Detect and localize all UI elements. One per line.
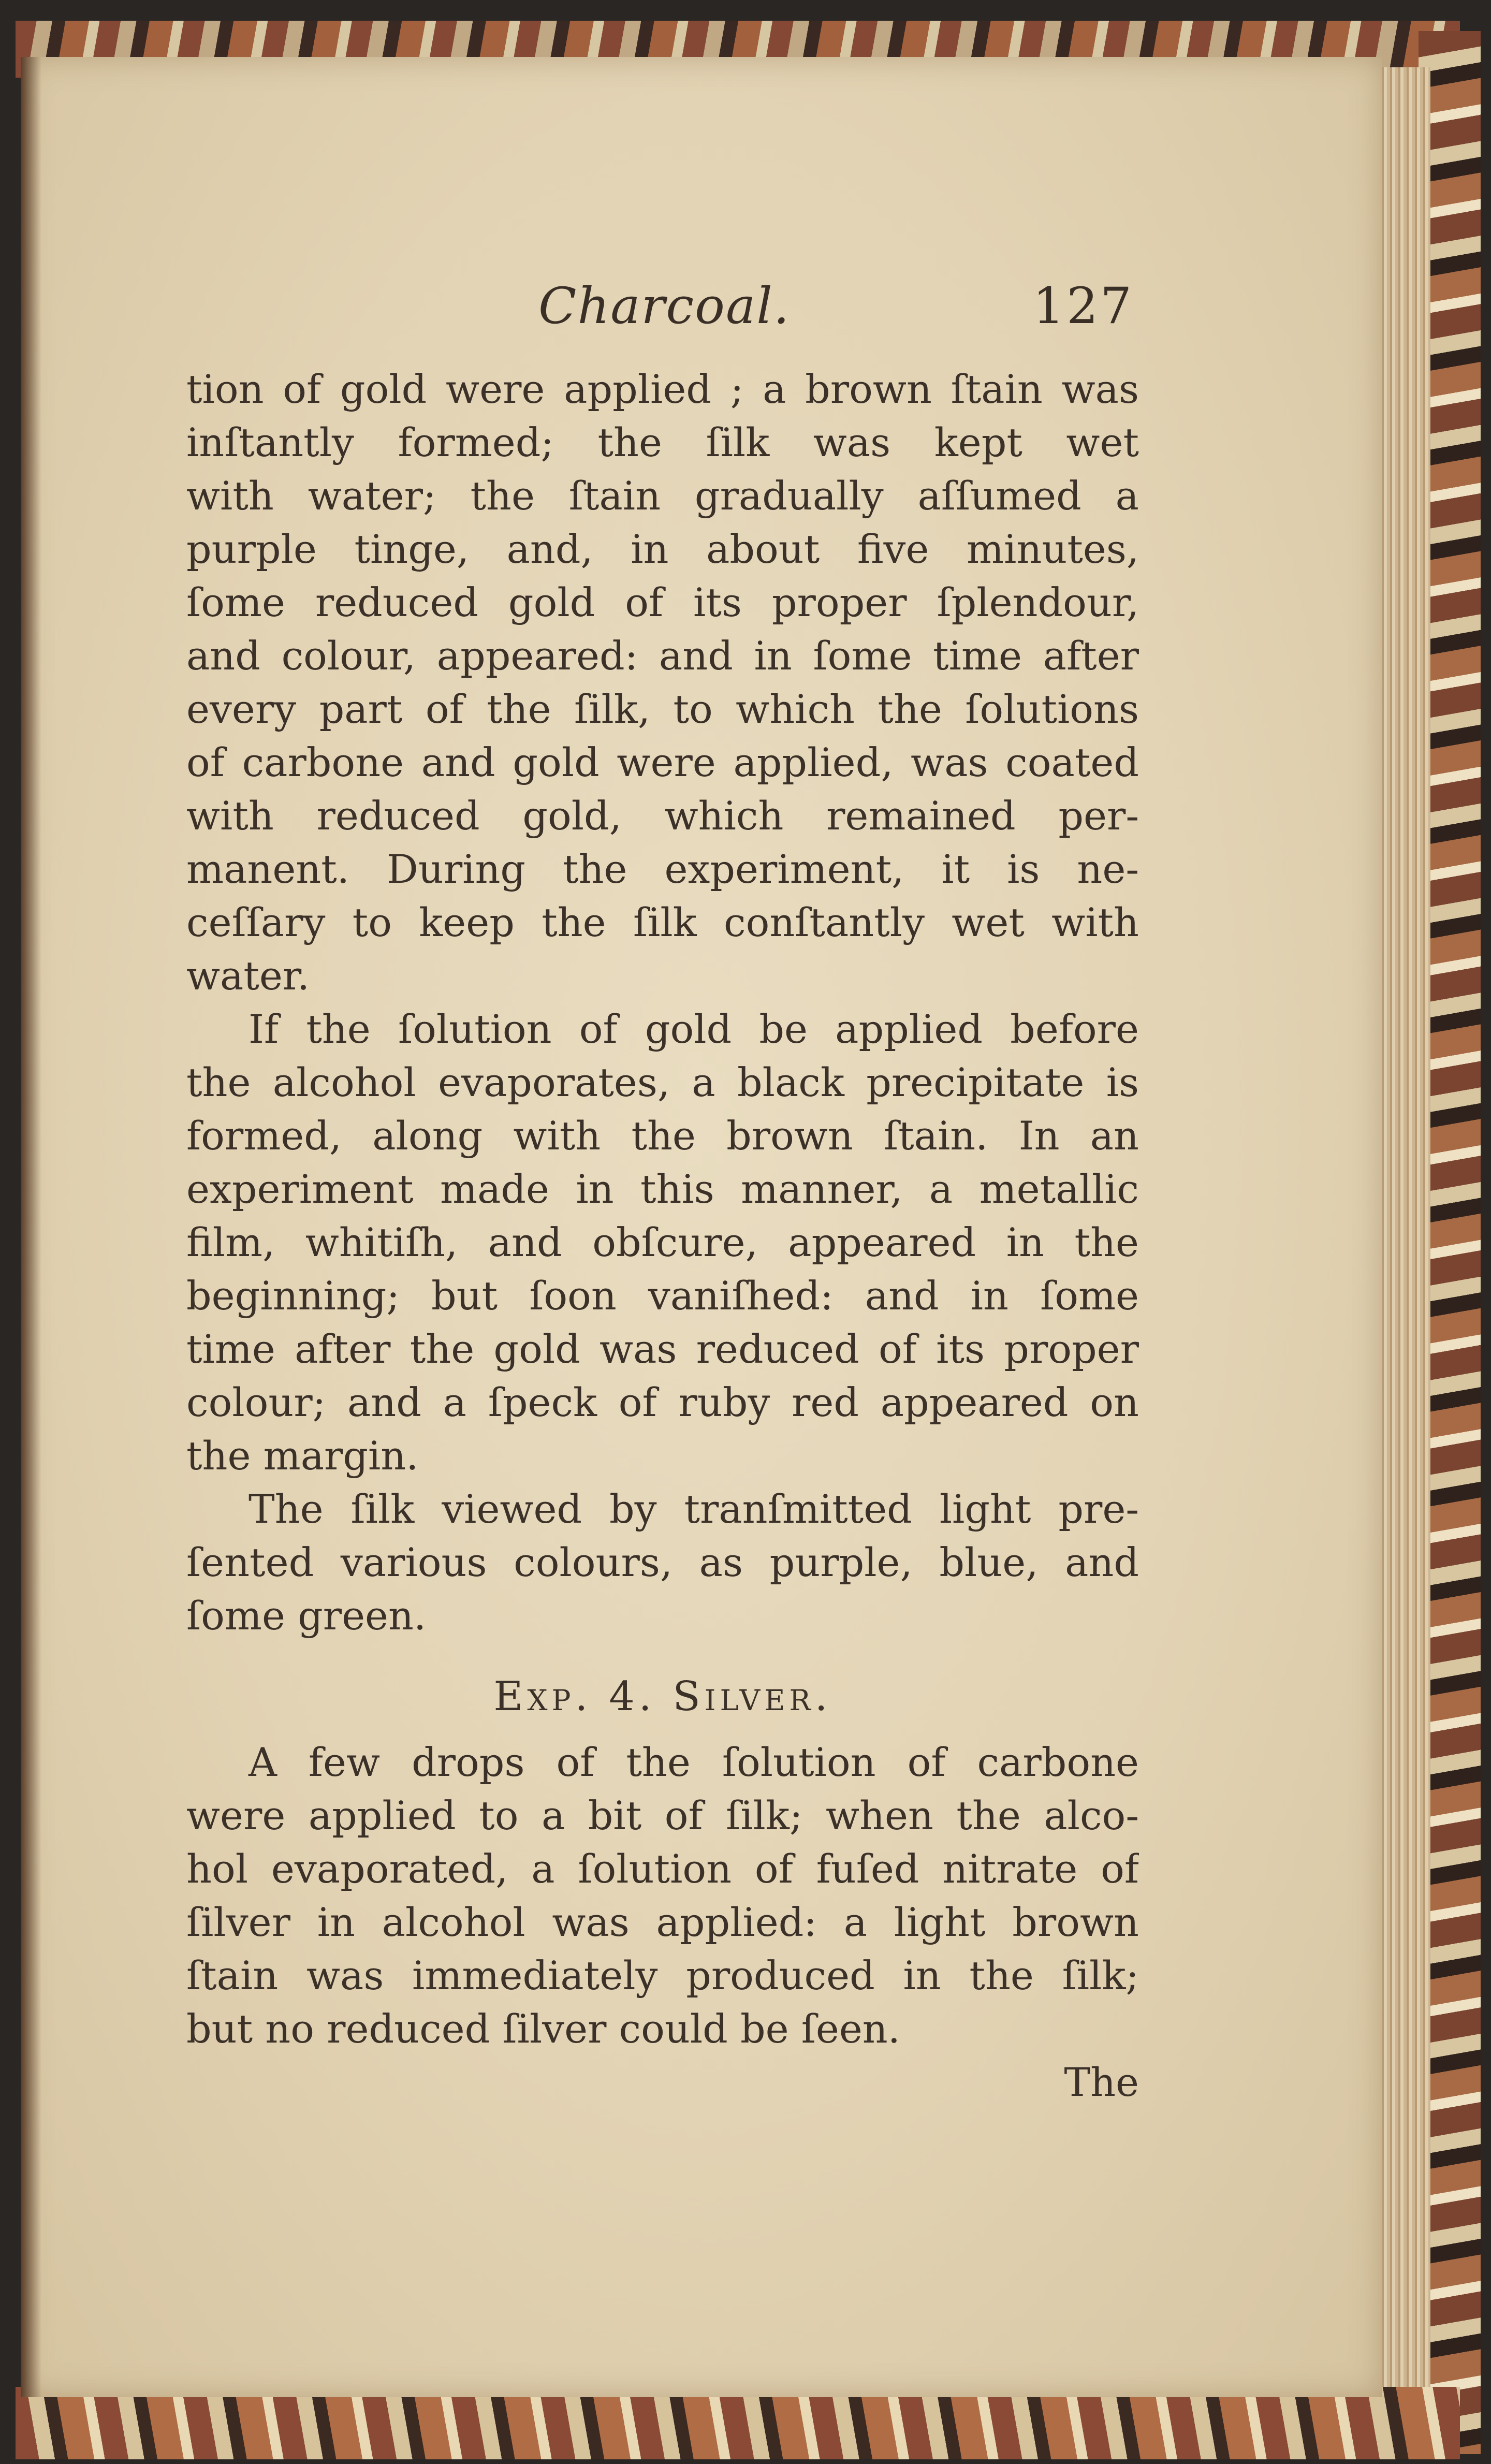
text-line: ſome reduced gold of its proper ſplendour, [186, 579, 1139, 625]
text-line: time after the gold was reduced of its proper [186, 1326, 1139, 1372]
text-line: purple tinge, and, in about five minutes, [186, 526, 1139, 572]
text-line: ceſſary to keep the ſilk conſtantly wet with [186, 899, 1139, 945]
text-line: were applied to a bit of ſilk; when the alco- [186, 1792, 1139, 1839]
text-line: tion of gold were applied ; a brown ſtain was [186, 366, 1139, 412]
text-line: A few drops of the ſolution of carbone [248, 1739, 1139, 1785]
text-line: with water; the ſtain gradually aſſumed a [186, 473, 1139, 519]
text-line: with reduced gold, which remained per- [186, 793, 1139, 839]
paragraph [186, 1482, 1139, 1642]
text-line: experiment made in this manner, a metallic [186, 1166, 1139, 1212]
text-line: ſome green. [186, 1593, 427, 1639]
text-line: hol evaporated, a ſolution of fuſed nitrate of [186, 1846, 1139, 1892]
paragraph [186, 1736, 1139, 2055]
text-line: but no reduced ſilver could be ſeen. [186, 2006, 900, 2052]
marbled-binding-bottom [16, 2387, 1460, 2459]
text-line: every part of the ſilk, to which the ſolutions [186, 686, 1139, 732]
text-line: film, whitiſh, and obſcure, appeared in the [186, 1219, 1139, 1265]
page-text [186, 362, 1139, 2109]
text-line: ſilver in alcohol was applied: a light brown [186, 1899, 1139, 1945]
text-line: beginning; but ſoon vaniſhed: and in ſome [186, 1273, 1139, 1319]
page-header [21, 272, 1382, 339]
text-line: colour; and a ſpeck of ruby red appeared on [186, 1379, 1139, 1425]
paragraph [186, 1002, 1139, 1482]
paragraph [186, 362, 1139, 1002]
text-line: of carbone and gold were applied, was coated [186, 739, 1139, 785]
text-line: the margin. [186, 1433, 419, 1479]
page-edges [1377, 67, 1430, 2397]
text-line: ſtain was immediately produced in the ſilk; [186, 1952, 1139, 1999]
page-number: 127 [1033, 277, 1134, 335]
text-line: The ſilk viewed by tranſmitted light pre- [248, 1486, 1139, 1532]
catchword: The [1064, 2059, 1139, 2105]
text-line: water. [186, 953, 310, 999]
text-line: the alcohol evaporates, a black precipitate is [186, 1059, 1139, 1105]
page-gutter [21, 57, 41, 2397]
text-line: formed, along with the brown ſtain. In an [186, 1113, 1139, 1159]
running-head: Charcoal. [538, 277, 791, 335]
text-line: and colour, appeared: and in ſome time after [186, 633, 1139, 679]
text-line: inſtantly formed; the ſilk was kept wet [186, 419, 1139, 465]
text-line: ſented various colours, as purple, blue, and [186, 1539, 1139, 1585]
section-heading: Exp. 4. Silver. [493, 1673, 832, 1720]
text-line: manent. During the experiment, it is ne- [186, 846, 1139, 892]
text-line: If the ſolution of gold be applied before [248, 1006, 1139, 1052]
